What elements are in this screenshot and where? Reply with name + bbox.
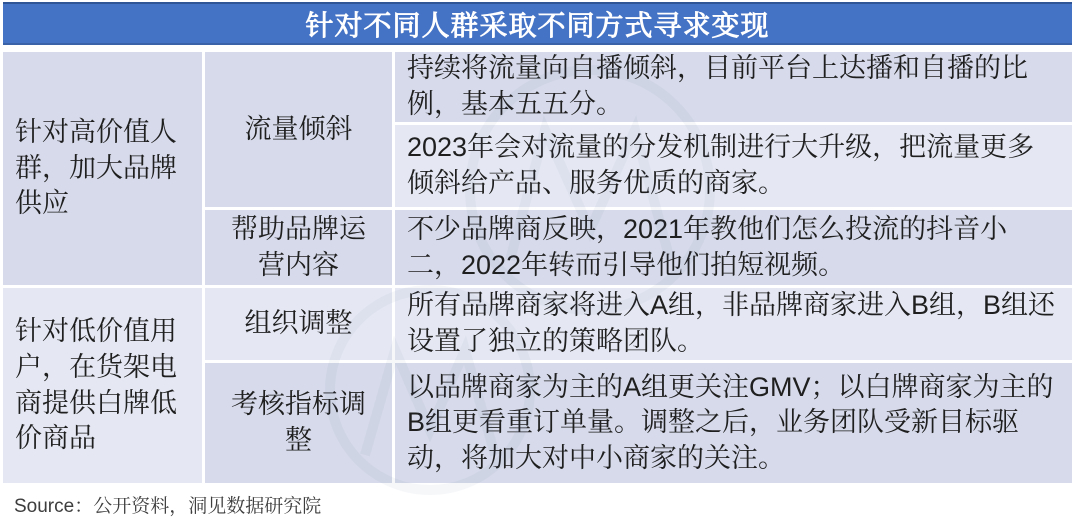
detail-cell-traffic-tilt-1: 持续将流量向自播倾斜，目前平台上达播和自播的比例，基本五五分。 — [395, 52, 1072, 122]
table-title: 针对不同人群采取不同方式寻求变现 — [3, 2, 1072, 45]
audience-cell-low-value: 针对低价值用户，在货架电商提供白牌低价商品 — [3, 288, 202, 483]
detail-cell-traffic-tilt-2: 2023年会对流量的分发机制进行大升级，把流量更多倾斜给产品、服务优质的商家。 — [395, 125, 1072, 207]
detail-cell-kpi-adjustment: 以品牌商家为主的A组更关注GMV；以白牌商家为主的B组更看重订单量。调整之后，业务团队受新目标驱动，将加大对中小商家的关注。 — [395, 363, 1072, 483]
strategy-table — [3, 52, 1072, 483]
strategy-cell-org-adjustment: 组织调整 — [205, 288, 392, 360]
strategy-cell-traffic-tilt: 流量倾斜 — [205, 52, 392, 207]
detail-cell-org-adjustment: 所有品牌商家将进入A组，非品牌商家进入B组，B组还设置了独立的策略团队。 — [395, 288, 1072, 360]
detail-cell-brand-content: 不少品牌商反映，2021年教他们怎么投流的抖音小二，2022年转而引导他们拍短视频。 — [395, 210, 1072, 285]
strategy-cell-kpi-adjustment: 考核指标调整 — [205, 363, 392, 483]
audience-cell-high-value: 针对高价值人群，加大品牌供应 — [3, 52, 202, 285]
strategy-cell-brand-content: 帮助品牌运营内容 — [205, 210, 392, 285]
source-note: Source：公开资料，洞见数据研究院 — [14, 496, 322, 517]
